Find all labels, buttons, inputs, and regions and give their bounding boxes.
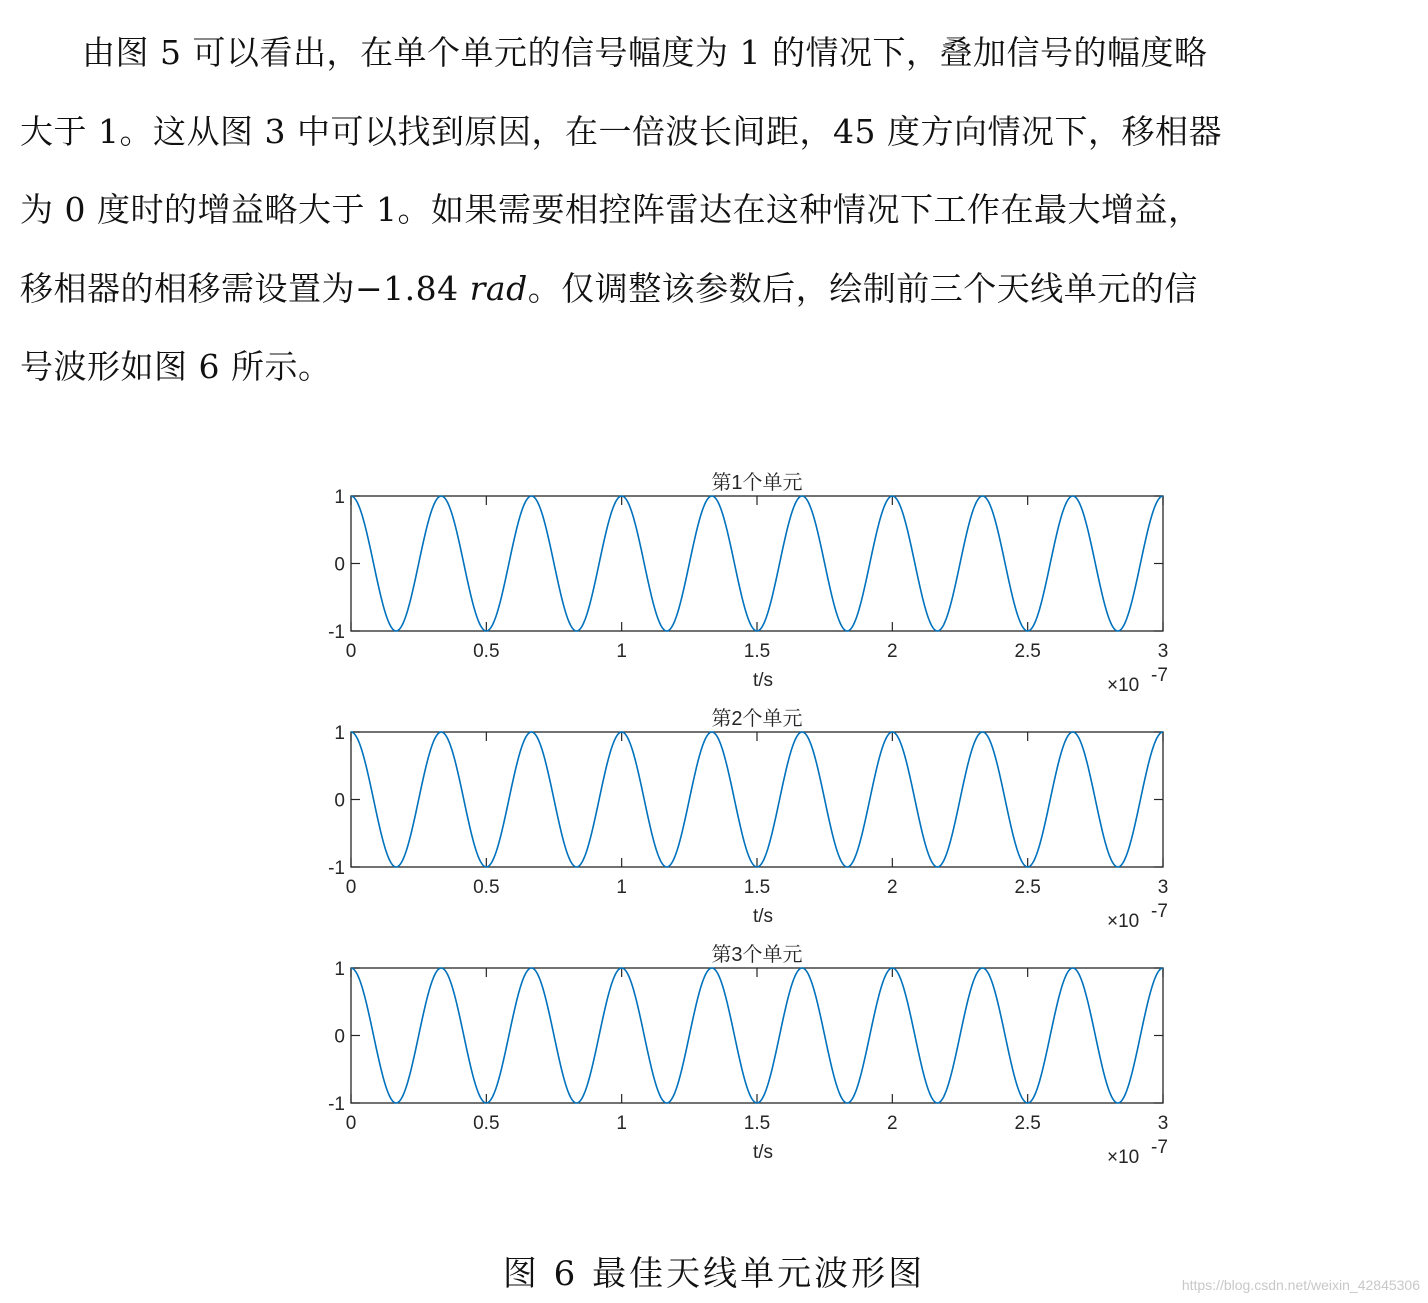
x-tick-label: 1.5 (743, 1113, 771, 1134)
x-tick-label: 1 (616, 1113, 627, 1134)
waveform-figure (300, 460, 1200, 1190)
x-tick-label: 0.5 (473, 877, 500, 898)
x-tick-label: 2.5 (1014, 877, 1041, 898)
x-tick-label: 1.5 (743, 641, 771, 662)
subplot-title-3: 第3个单元 (711, 944, 803, 966)
body-paragraph (20, 14, 1400, 407)
subplot-title-1: 第1个单元 (711, 472, 803, 494)
plot-axes-1 (351, 496, 1163, 631)
x-tick-label: 3 (1157, 1113, 1169, 1134)
phase-value: −1.84 (355, 268, 459, 308)
x-tick-label: 2.5 (1014, 1113, 1041, 1134)
y-tick-label: 0 (334, 790, 345, 812)
paragraph-line-3: 为 0 度时的增益略大于 1。如果需要相控阵雷达在这种情况下工作在最大增益， (20, 190, 1202, 229)
paragraph-line-1: 由图 5 可以看出，在单个单元的信号幅度为 1 的情况下，叠加信号的幅度略 (82, 33, 1208, 72)
y-tick-label: 1 (334, 959, 345, 980)
x-tick-label: 2 (887, 641, 898, 662)
x-tick-label: 0 (345, 1113, 357, 1134)
y-tick-label: -1 (328, 1094, 345, 1115)
y-tick-label: 1 (334, 723, 345, 744)
x-exponent-power: -7 (1151, 665, 1168, 686)
x-tick-label: 1 (616, 877, 627, 898)
x-tick-label: 0 (345, 641, 357, 662)
paragraph-line-2: 大于 1。这从图 3 中可以找到原因，在一倍波长间距，45 度方向情况下，移相器 (20, 111, 1222, 151)
line4-suffix: 。仅调整该参数后，绘制前三个天线单元的信 (527, 268, 1198, 308)
x-exponent-label: ×10 (1107, 1147, 1140, 1168)
plot-axes-3 (351, 968, 1163, 1103)
x-tick-label: 1 (616, 641, 627, 662)
x-tick-label: 0 (345, 877, 357, 898)
x-tick-label: 2.5 (1014, 641, 1041, 662)
x-exponent-power: -7 (1151, 901, 1168, 922)
y-tick-label: -1 (328, 858, 345, 879)
x-tick-label: 3 (1157, 877, 1169, 898)
x-tick-label: 0.5 (473, 1113, 500, 1134)
x-axis-label: t/s (752, 1142, 774, 1163)
x-tick-label: 2 (887, 1113, 898, 1134)
watermark: https://blog.csdn.net/weixin_42845306 (1181, 1277, 1420, 1293)
x-exponent-power: -7 (1151, 1137, 1168, 1158)
line4-prefix: 移相器的相移需设置为 (20, 268, 355, 308)
y-tick-label: 0 (334, 1026, 345, 1048)
subplot-title-2: 第2个单元 (711, 708, 803, 730)
paragraph-line-4 (20, 250, 1400, 329)
x-exponent-label: ×10 (1107, 911, 1140, 932)
x-exponent-label: ×10 (1107, 675, 1140, 696)
x-tick-label: 2 (887, 877, 898, 898)
x-tick-label: 1.5 (743, 877, 771, 898)
figure-svg (300, 460, 1200, 1190)
phase-unit: rad (469, 268, 528, 308)
y-tick-label: -1 (328, 622, 345, 643)
x-tick-label: 0.5 (473, 641, 500, 662)
paragraph-line-5: 号波形如图 6 所示。 (20, 347, 332, 386)
x-tick-label: 3 (1157, 641, 1169, 662)
x-axis-label: t/s (752, 670, 774, 691)
y-tick-label: 1 (334, 487, 345, 508)
y-tick-label: 0 (334, 554, 345, 576)
x-axis-label: t/s (752, 906, 774, 927)
plot-axes-2 (351, 732, 1163, 867)
figure-caption: 图 6 最佳天线单元波形图 (502, 1254, 926, 1294)
